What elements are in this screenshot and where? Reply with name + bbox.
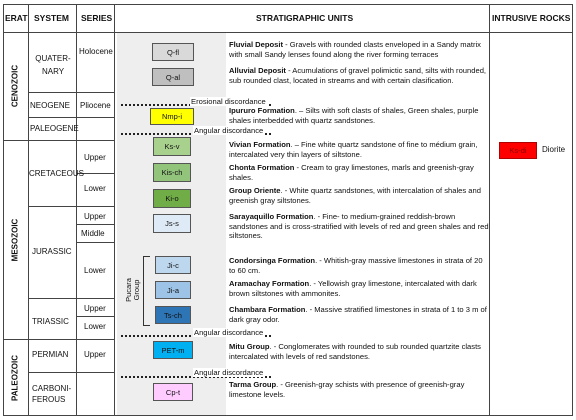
intrusive-name: Diorite xyxy=(542,145,566,154)
unit-box-ji-a: Ji-a xyxy=(155,281,191,299)
system-triassic: TRIASSIC xyxy=(32,317,69,326)
unit-box-ks-v: Ks-v xyxy=(153,137,191,156)
unit-box-q-fl: Q-fl xyxy=(152,43,194,61)
discordance-label: Erosional discordance xyxy=(191,97,266,106)
system-jurassic: JURASSIC xyxy=(32,247,72,256)
unit-box-pet-m: PET-m xyxy=(153,341,193,359)
era-mesozoic: MESOZOIC xyxy=(10,218,20,262)
header-era: ERAT xyxy=(5,13,28,23)
unit-name: Sarayaquillo Formation xyxy=(229,212,314,221)
unit-box-ts-ch: Ts-ch xyxy=(155,306,191,324)
unit-description: Mitu Group. - Conglomerates with rounded to sub rounded quartzite clasts intercalated with levels of red sandstones. xyxy=(229,342,481,361)
system-cretaceous: CRETACEOUS xyxy=(29,169,84,178)
series-cretaceous-upper: Upper xyxy=(84,153,106,162)
unit-name: Tarma Group xyxy=(229,380,277,389)
unit-description: Chambara Formation. - Massive stratified limestones in strata of 1 to 3 m of dark gray odor. xyxy=(229,305,487,324)
header-system: SYSTEM xyxy=(34,13,69,23)
discordance-label: Angular discordance xyxy=(194,126,264,135)
unit-description: Tarma Group. - Greenish-gray schists with presence of greenish-gray limestone levels. xyxy=(229,380,465,399)
unit-description: Chonta Formation - Cream to gray limestones, marls and greenish-gray shales. xyxy=(229,163,474,182)
system-carboniferous: CARBONI- FEROUS xyxy=(32,384,72,404)
series-triassic-upper: Upper xyxy=(84,304,106,313)
unit-box-ki-o: Ki-o xyxy=(153,189,191,208)
series-permian-upper: Upper xyxy=(84,350,106,359)
series-jurassic-middle: Middle xyxy=(81,229,105,238)
system-quaternary: QUATER- NARY xyxy=(35,54,71,76)
series-jurassic-upper: Upper xyxy=(84,212,106,221)
system-permian: PERMIAN xyxy=(32,350,69,359)
header-stratigraphic-units: STRATIGRAPHIC UNITS xyxy=(256,13,354,23)
discordance-label: Angular discordance xyxy=(194,328,264,337)
unit-name: Mitu Group xyxy=(229,342,270,351)
unit-description: Vivian Formation. – Fine white quartz sandstone of fine to médium grain, intercalated very thin layers of siltstone. xyxy=(229,140,478,159)
unit-name: Aramachay Formation xyxy=(229,279,310,288)
unit-description: Alluvial Deposit - Acumulations of gravel polimictic sand, silts with rounded, sub rounded clast, located in streams and with certain clasification. xyxy=(229,66,487,85)
header-intrusive-rocks: INTRUSIVE ROCKS xyxy=(492,13,571,23)
unit-name: Alluvial Deposit xyxy=(229,66,286,75)
system-paleogene: PALEOGENE xyxy=(30,124,79,133)
header-series: SERIES xyxy=(81,13,113,23)
unit-description: Ipururo Formation. – Silts with soft clasts of shales, Green shales, purple shales interbedded with quartz sandstones. xyxy=(229,106,479,125)
unit-box-js-s: Js-s xyxy=(153,214,191,233)
unit-box-cp-t: Cp-t xyxy=(153,383,193,401)
unit-name: Condorsinga Formation xyxy=(229,256,316,265)
intrusive-box-ks-di: Ks-di xyxy=(499,142,537,159)
series-jurassic-lower: Lower xyxy=(84,266,106,275)
unit-description: Group Oriente. - White quartz sandstones, with intercalation of shales and greenish gray siltstones. xyxy=(229,186,481,205)
series-pliocene: Pliocene xyxy=(80,101,111,110)
era-cenozoic: CENOZOIC xyxy=(10,64,20,108)
unit-box-q-al: Q-al xyxy=(152,68,194,86)
era-paleozoic: PALEOZOIC xyxy=(10,354,20,402)
discordance-label: Angular discordance xyxy=(194,368,264,377)
unit-name: Chonta Formation xyxy=(229,163,295,172)
unit-description: Sarayaquillo Formation. - Fine- to medium-grained reddish-brown sandstones and is cross-stratified with levels of red and green shales and red siltstones. xyxy=(229,212,489,241)
unit-box-kis-ch: Kis-ch xyxy=(153,163,191,182)
unit-name: Fluvial Deposit xyxy=(229,40,284,49)
unit-name: Ipururo Formation xyxy=(229,106,295,115)
unit-name: Vivian Formation xyxy=(229,140,291,149)
pucara-group-bracket xyxy=(143,256,150,326)
unit-description: Aramachay Formation. - Yellowish gray limestone, intercalated with dark brown siltstones with ammonites. xyxy=(229,279,477,298)
unit-description: Fluvial Deposit - Gravels with rounded clasts enveloped in a Sandy matrix with small Sandy lenses found along the river forming terraces xyxy=(229,40,481,59)
series-cretaceous-lower: Lower xyxy=(84,184,106,193)
unit-box-nmp-i: Nmp-i xyxy=(150,108,194,125)
unit-name: Chambara Formation xyxy=(229,305,306,314)
pucara-group-label: Pucara Group xyxy=(124,278,141,302)
unit-description: Condorsinga Formation. - Whitish-gray massive limestones in strata of 20 to 60 cm. xyxy=(229,256,483,275)
unit-name: Group Oriente xyxy=(229,186,281,195)
system-neogene: NEOGENE xyxy=(30,101,71,110)
series-holocene: Holocene xyxy=(79,47,113,56)
unit-box-ji-c: Ji-c xyxy=(155,256,191,274)
series-triassic-lower: Lower xyxy=(84,322,106,331)
